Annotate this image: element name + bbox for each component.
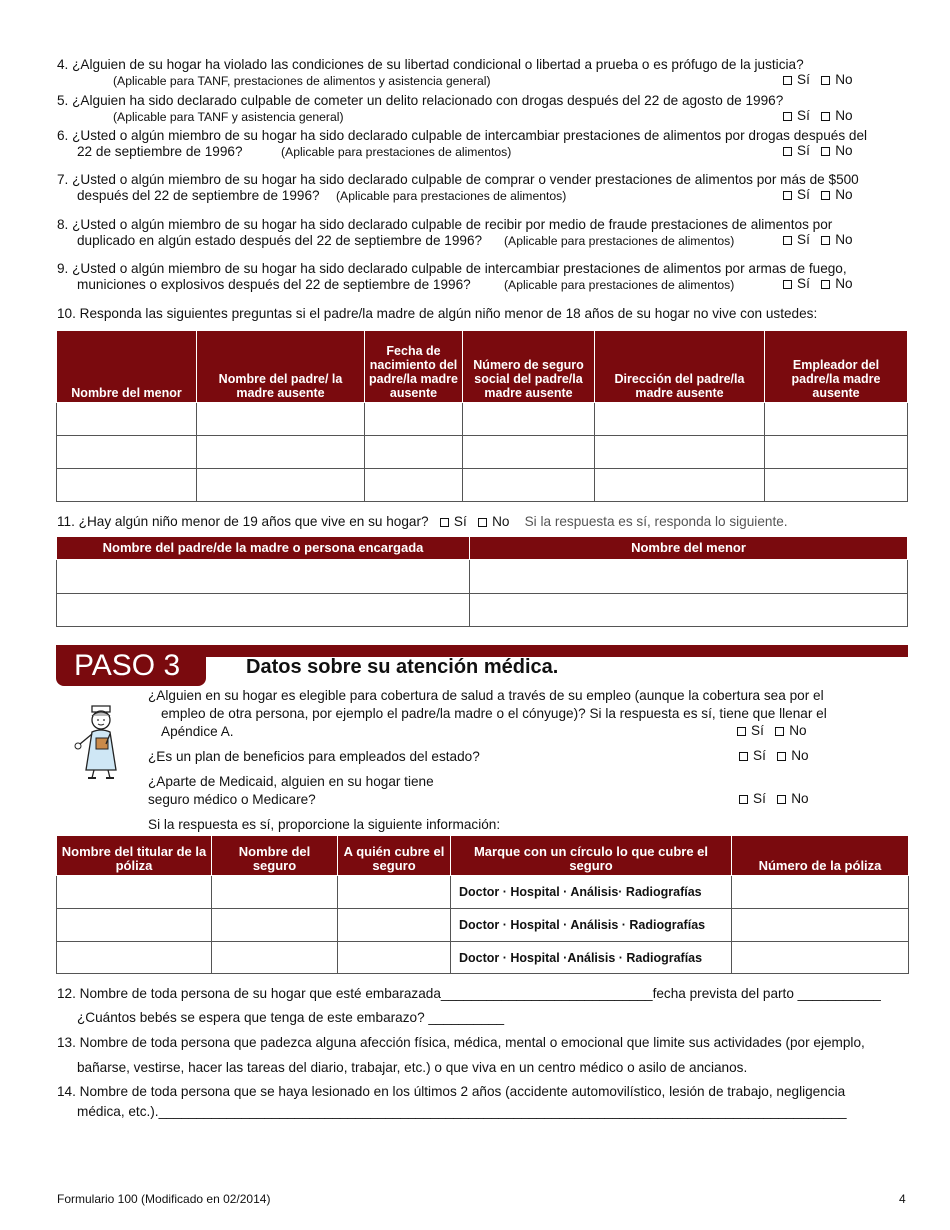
q6-answer: Sí No — [783, 143, 853, 158]
step-title: Datos sobre su atención médica. — [246, 656, 559, 678]
question-11-hint: Si la respuesta es sí, responda lo siguiente. — [524, 514, 788, 529]
q8-answer: Sí No — [783, 232, 853, 247]
children-table — [56, 536, 908, 627]
absent-parent-table — [56, 330, 908, 502]
q11-yes-checkbox[interactable] — [440, 518, 449, 527]
question-7-line2: después del 22 de septiembre de 1996? — [77, 188, 320, 203]
health-q1-line2: empleo de otra persona, por ejemplo el padre/la madre o el cónyuge)? Si la respuesta es sí, tiene que llenar el — [161, 706, 827, 721]
health-q2-answer: Sí No — [739, 748, 809, 763]
q9-yes-checkbox[interactable] — [783, 280, 792, 289]
table-row — [57, 909, 909, 942]
q9-no-checkbox[interactable] — [821, 280, 830, 289]
question-12: 12. Nombre de toda persona de su hogar que esté embarazada____________________________fecha prevista del parto ___________ — [57, 986, 881, 1001]
q9-answer: Sí No — [783, 276, 853, 291]
question-13: 13. Nombre de toda persona que padezca alguna afección física, médica, mental o emocional que limite sus actividades (por ejemplo, — [57, 1035, 865, 1050]
coverage-options[interactable]: Doctor · Hospital · Análisis· Radiografías — [451, 876, 732, 909]
table-row — [57, 403, 908, 436]
q4-yes-checkbox[interactable] — [783, 76, 792, 85]
table-row — [57, 560, 908, 594]
health-q3-yes-checkbox[interactable] — [739, 795, 748, 804]
q8-yes-checkbox[interactable] — [783, 236, 792, 245]
question-11: 11. ¿Hay algún niño menor de 19 años que vive en su hogar? Sí No Si la respuesta es sí, responda lo siguiente. — [57, 514, 788, 529]
question-9-line2: municiones o explosivos después del 22 de septiembre de 1996? — [77, 277, 471, 292]
health-q1-line3: Apéndice A. — [161, 724, 234, 739]
health-q3-line2: seguro médico o Medicare? — [148, 792, 316, 807]
col-policy-holder: Nombre del titular de la póliza — [57, 836, 212, 876]
question-14-line2: médica, etc.).___________________________________________________________________________________________ — [77, 1104, 847, 1119]
question-6: 6. ¿Usted o algún miembro de su hogar ha sido declarado culpable de intercambiar prestaciones de alimentos por drogas después del — [57, 128, 868, 143]
col-insurance-name: Nombre del seguro — [212, 836, 338, 876]
table-row — [57, 942, 909, 974]
q7-answer: Sí No — [783, 187, 853, 202]
col-absent-parent-employer: Empleador del padre/la madre ausente — [765, 331, 908, 403]
col-child-name-2: Nombre del menor — [470, 537, 908, 560]
col-absent-parent-address: Dirección del padre/la madre ausente — [595, 331, 765, 403]
col-policy-number: Número de la póliza — [732, 836, 909, 876]
col-absent-parent-ssn: Número de seguro social del padre/la madre ausente — [463, 331, 595, 403]
q5-answer: Sí No — [783, 108, 853, 123]
col-coverage: Marque con un círculo lo que cubre el seguro — [451, 836, 732, 876]
health-q1: ¿Alguien en su hogar es elegible para cobertura de salud a través de su empleo (aunque la cobertura sea por el — [148, 688, 824, 703]
q6-no-checkbox[interactable] — [821, 147, 830, 156]
table-row — [57, 469, 908, 502]
health-q2-no-checkbox[interactable] — [777, 752, 786, 761]
insurance-table — [56, 835, 909, 974]
question-14: 14. Nombre de toda persona que se haya lesionado en los últimos 2 años (accidente automovilístico, lesión de trabajo, negligencia — [57, 1084, 846, 1099]
health-q3: ¿Aparte de Medicaid, alguien en su hogar tiene — [148, 774, 434, 789]
question-10: 10. Responda las siguientes preguntas si el padre/la madre de algún niño menor de 18 años de su hogar no vive con ustedes: — [57, 306, 818, 321]
q6-yes-checkbox[interactable] — [783, 147, 792, 156]
footer-form-label: Formulario 100 (Modificado en 02/2014) — [57, 1192, 271, 1206]
q7-no-checkbox[interactable] — [821, 191, 830, 200]
health-q1-yes-checkbox[interactable] — [737, 727, 746, 736]
question-4: 4. ¿Alguien de su hogar ha violado las condiciones de su libertad condicional o libertad a prueba o es prófugo de la justicia? — [57, 57, 804, 72]
col-absent-parent-name: Nombre del padre/ la madre ausente — [197, 331, 365, 403]
q11-no-checkbox[interactable] — [478, 518, 487, 527]
question-6-line2: 22 de septiembre de 1996? — [77, 144, 243, 159]
q4-answer: Sí No — [783, 72, 853, 87]
q5-no-checkbox[interactable] — [821, 112, 830, 121]
health-q3-answer: Sí No — [739, 791, 809, 806]
question-12-sub: ¿Cuántos bebés se espera que tenga de este embarazo? __________ — [77, 1010, 505, 1025]
question-6-note: (Aplicable para prestaciones de alimentos) — [281, 145, 512, 159]
question-5: 5. ¿Alguien ha sido declarado culpable de cometer un delito relacionado con drogas después del 22 de agosto de 1996? — [57, 93, 784, 108]
nurse-icon — [70, 700, 132, 782]
col-parent-name: Nombre del padre/de la madre o persona encargada — [57, 537, 470, 560]
table-row — [57, 594, 908, 627]
q4-no-checkbox[interactable] — [821, 76, 830, 85]
coverage-options[interactable]: Doctor · Hospital ·Análisis · Radiografías — [451, 942, 732, 974]
question-8-line2: duplicado en algún estado después del 22 de septiembre de 1996? — [77, 233, 483, 248]
health-q3-no-checkbox[interactable] — [777, 795, 786, 804]
page-number: 4 — [899, 1192, 906, 1206]
step-number: PASO 3 — [56, 645, 206, 686]
health-q1-answer: Sí No — [737, 723, 807, 738]
col-who-covered: A quién cubre el seguro — [338, 836, 451, 876]
question-13-line2: bañarse, vestirse, hacer las tareas del diario, trabajar, etc.) o que viva en un centro médico o asilo de ancianos. — [77, 1060, 748, 1075]
question-7-note: (Aplicable para prestaciones de alimentos) — [336, 189, 567, 203]
health-info-instruction: Si la respuesta es sí, proporcione la siguiente información: — [148, 817, 501, 832]
question-4-note: (Aplicable para TANF, prestaciones de alimentos y asistencia general) — [113, 74, 491, 88]
question-9: 9. ¿Usted o algún miembro de su hogar ha sido declarado culpable de intercambiar prestaciones de alimentos por armas de fuego, — [57, 261, 847, 276]
col-absent-parent-dob: Fecha de nacimiento del padre/la madre ausente — [365, 331, 463, 403]
table-row — [57, 876, 909, 909]
question-8-note: (Aplicable para prestaciones de alimentos) — [504, 234, 735, 248]
q5-yes-checkbox[interactable] — [783, 112, 792, 121]
health-q2: ¿Es un plan de beneficios para empleados del estado? — [148, 749, 480, 764]
col-child-name: Nombre del menor — [57, 331, 197, 403]
table-row — [57, 436, 908, 469]
question-9-note: (Aplicable para prestaciones de alimentos) — [504, 278, 735, 292]
question-7: 7. ¿Usted o algún miembro de su hogar ha sido declarado culpable de comprar o vender prestaciones de alimentos por más de $500 — [57, 172, 859, 187]
question-8: 8. ¿Usted o algún miembro de su hogar ha sido declarado culpable de recibir por medio de fraude prestaciones de alimentos por — [57, 217, 833, 232]
coverage-options[interactable]: Doctor · Hospital · Análisis · Radiografías — [451, 909, 732, 942]
health-q2-yes-checkbox[interactable] — [739, 752, 748, 761]
question-5-note: (Aplicable para TANF y asistencia general) — [113, 110, 344, 124]
health-q1-no-checkbox[interactable] — [775, 727, 784, 736]
q8-no-checkbox[interactable] — [821, 236, 830, 245]
q7-yes-checkbox[interactable] — [783, 191, 792, 200]
